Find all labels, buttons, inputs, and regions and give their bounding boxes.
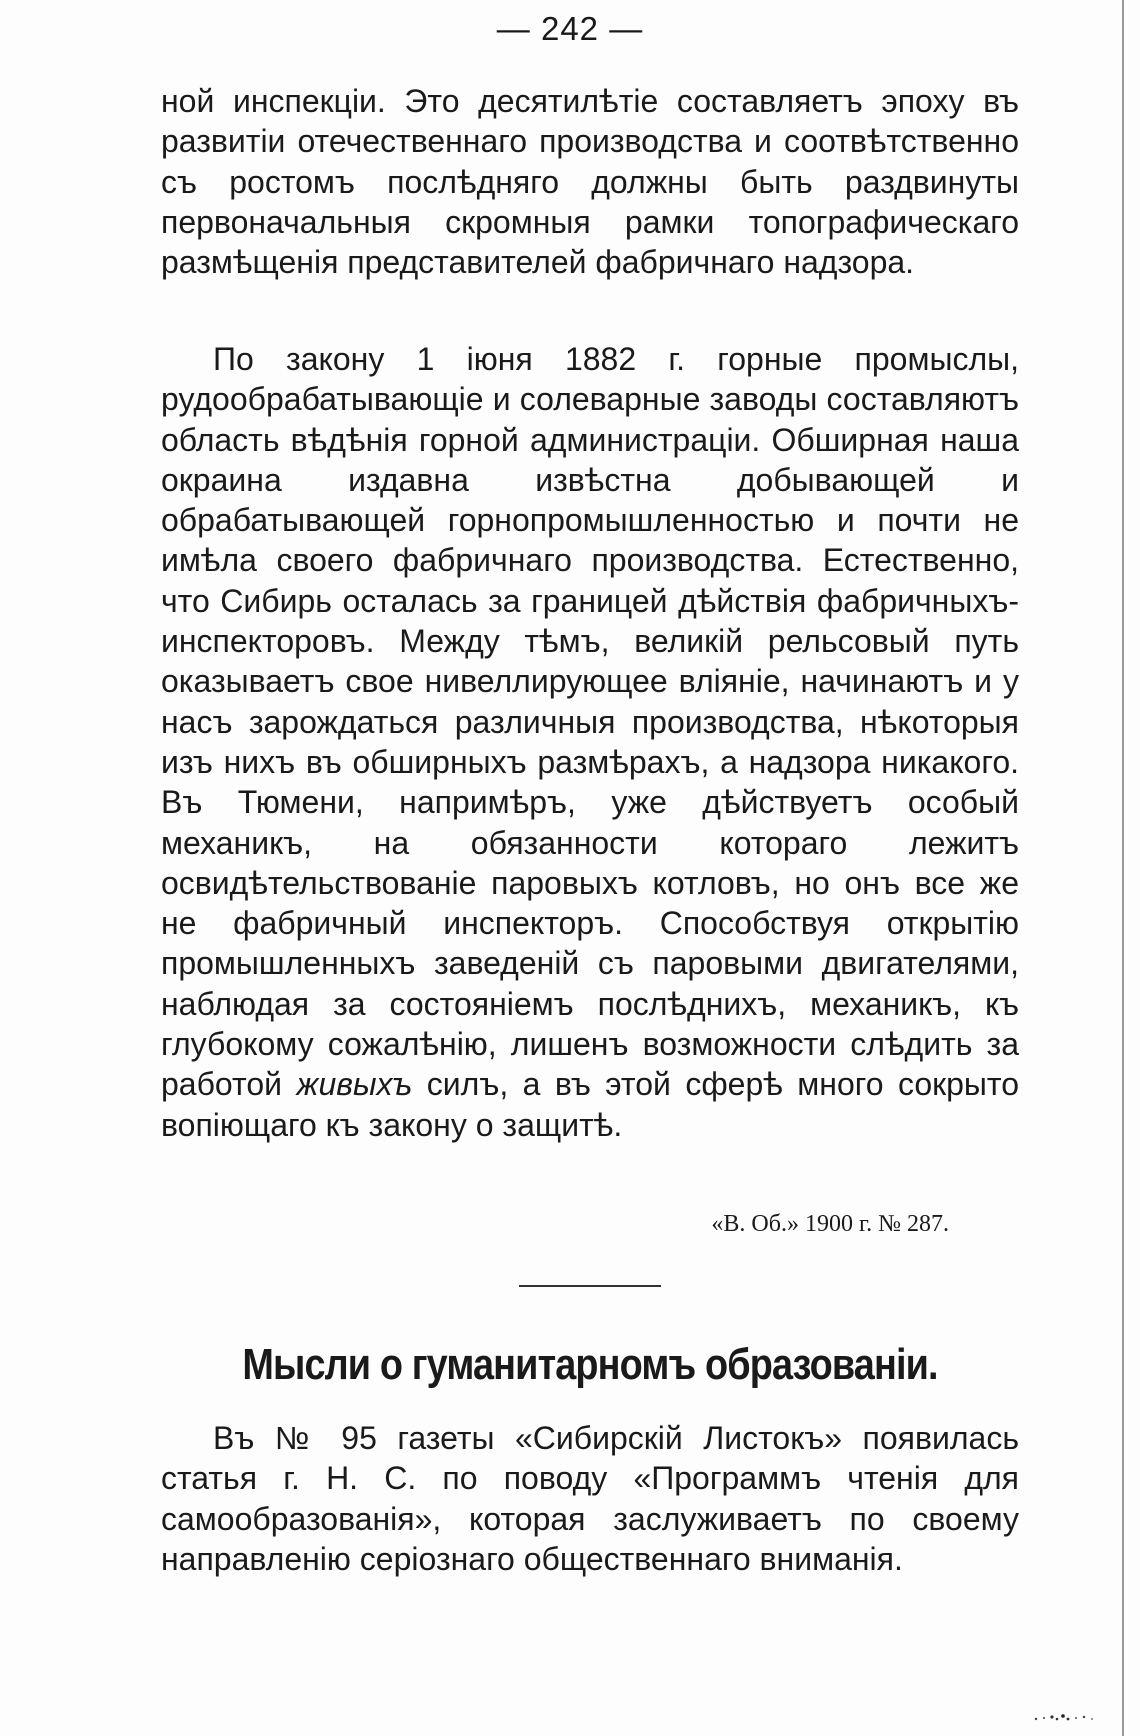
- page-number: — 242 —: [496, 10, 644, 47]
- source-citation: «В. Об.» 1900 г. № 287.: [711, 1211, 949, 1237]
- paragraph-text: ной инспекціи. Это десятилѣтіе составляетъ эпоху въ развитіи отечественнаго производства и соотвѣтственно съ ростомъ послѣдняго должны быть раздвинуты первоначальныя скромныя рамки топографическаго размѣщенія представителей фабричнаго надзора.: [161, 83, 1019, 281]
- print-specks-decoration: [1030, 1710, 1100, 1724]
- paragraph-text-start: По закону 1 іюня 1882 г. горные промыслы, рудообрабатывающіе и солеварные заводы составляютъ область вѣдѣнія горной администраціи. Обширная наша окраина издавна извѣстна добывающей и обрабатывающей горнопромышленностью и почти не имѣла своего фабричнаго производства. Естественно, что Сибирь осталась за границей дѣйствія фабричныхъ-инспекторовъ. Между тѣмъ, великій рельсовый путь оказываетъ свое нивеллирующее вліяніе, начинаютъ и у насъ зарождаться различныя производства, нѣкоторыя изъ нихъ въ обширныхъ размѣрахъ, а надзора никакого. Въ Тюмени, напримѣръ, уже дѣйствуетъ особый механикъ, на обязанности котораго лежитъ освидѣтельствованіе паровыхъ котловъ, но онъ все же не фабричный инспекторъ. Способствуя открытію промышленныхъ заведеній съ паровыми двигателями, наблюдая за состояніемъ послѣднихъ, механикъ, къ глубокому сожалѣнію, лишенъ возможности слѣдить за работой: [161, 341, 1019, 1103]
- body-paragraph-1: [161, 81, 1019, 282]
- section-title: Мысли о гуманитарномъ образованіи.: [242, 1340, 938, 1389]
- paragraph-text-end: силъ, а въ этой сферѣ много сокрыто вопіющаго къ закону о защитѣ.: [161, 1066, 1019, 1143]
- body-paragraph-2: [161, 339, 1019, 1145]
- section-paragraph-1: [161, 1418, 1019, 1579]
- paragraph-text: Въ № 95 газеты «Сибирскій Листокъ» появилась статья г. Н. С. по поводу «Программъ чтенія для самообразованія», которая заслуживаетъ по своему направленію серіознаго общественнаго вниманія.: [161, 1420, 1019, 1577]
- italic-emphasis: живыхъ: [296, 1066, 413, 1103]
- paragraph-text: [161, 339, 1019, 1145]
- page-edge-line: [1122, 0, 1124, 1736]
- section-divider: [519, 1285, 661, 1287]
